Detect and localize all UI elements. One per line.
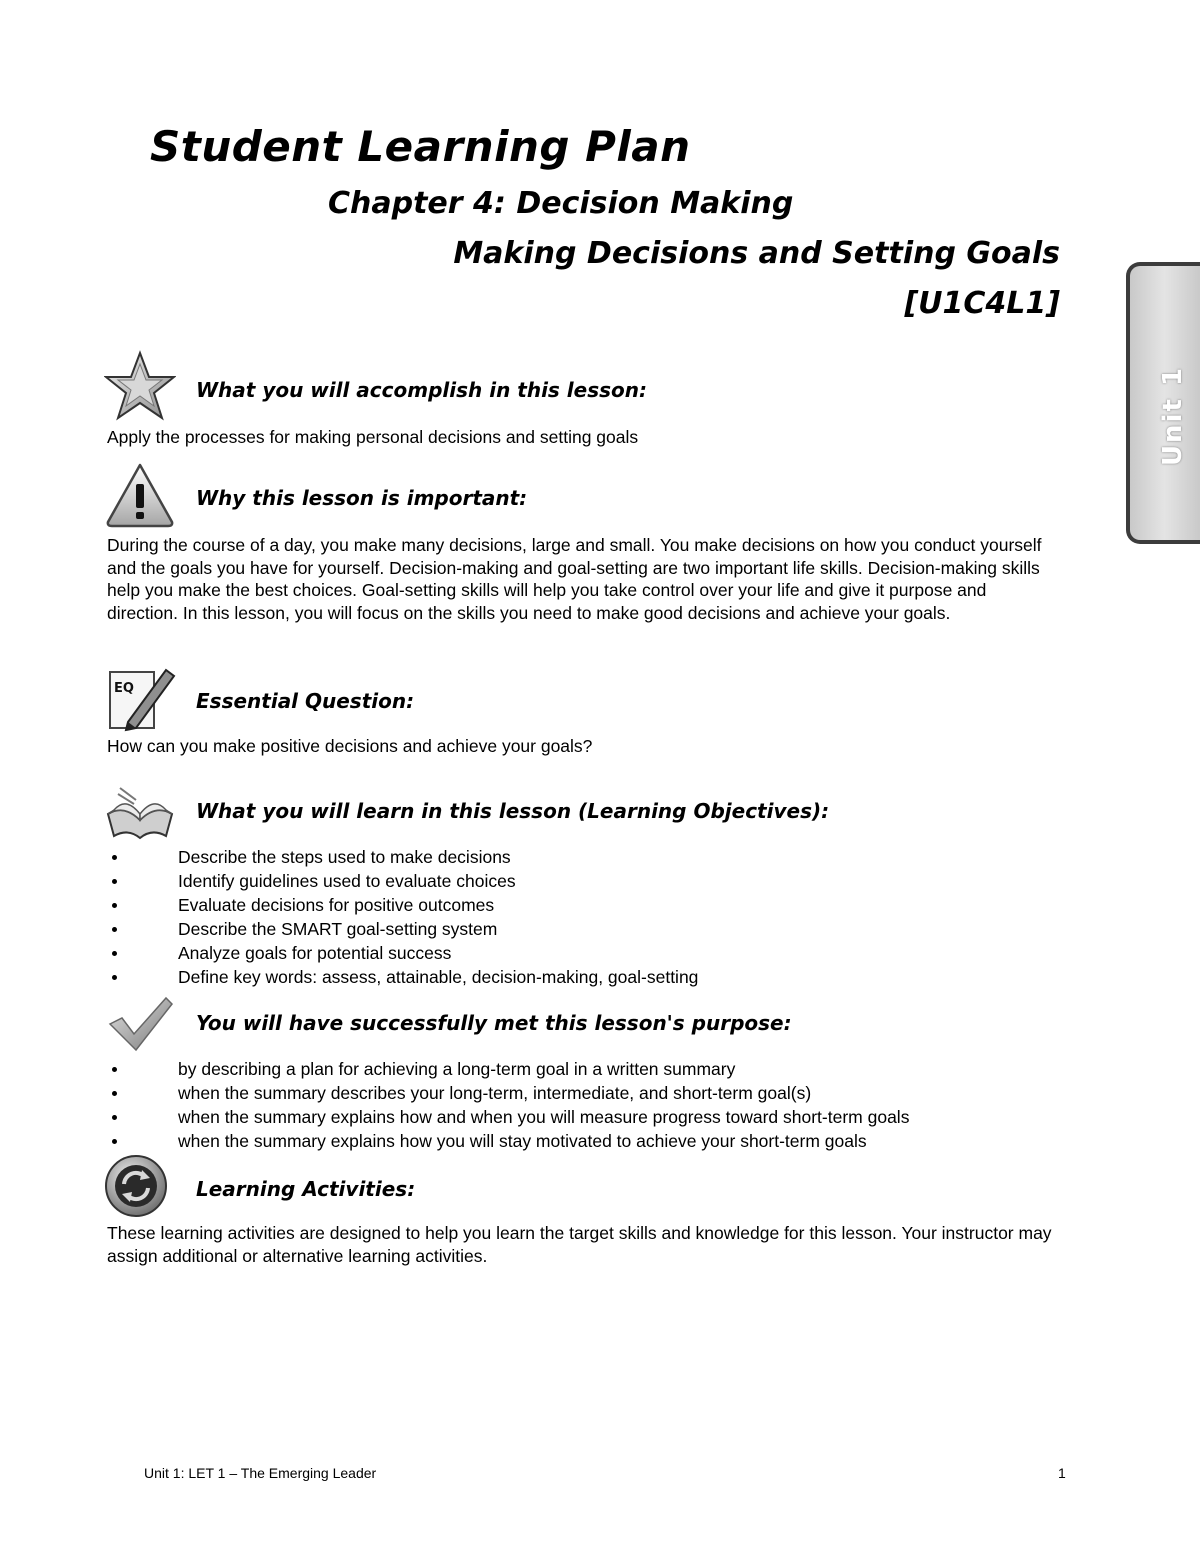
essential-text: How can you make positive decisions and achieve your goals?	[107, 736, 593, 756]
list-item: by describing a plan for achieving a long-term goal in a written summary	[107, 1057, 909, 1081]
lesson-title: Making Decisions and Setting Goals	[453, 236, 1060, 271]
objectives-list	[107, 845, 698, 989]
lesson-code: [U1C4L1]	[904, 286, 1060, 321]
eq-pencil-icon	[104, 662, 176, 734]
chapter-title: Chapter 4: Decision Making	[328, 186, 794, 221]
objectives-heading: What you will learn in this lesson (Learning Objectives):	[196, 799, 830, 823]
essential-heading: Essential Question:	[196, 689, 415, 713]
page-number: 1	[1058, 1465, 1066, 1481]
list-item: when the summary explains how you will stay motivated to achieve your short-term goals	[107, 1129, 909, 1153]
document-title: Student Learning Plan	[150, 122, 691, 171]
accomplish-heading: What you will accomplish in this lesson:	[196, 378, 648, 402]
list-item: Describe the steps used to make decisions	[107, 845, 698, 869]
list-item: when the summary explains how and when you will measure progress toward short-term goals	[107, 1105, 909, 1129]
footer-unit-text: Unit 1: LET 1 – The Emerging Leader	[144, 1465, 377, 1481]
activities-heading: Learning Activities:	[196, 1177, 416, 1201]
list-item: Evaluate decisions for positive outcomes	[107, 893, 698, 917]
purpose-heading: You will have successfully met this lesson's purpose:	[196, 1011, 792, 1035]
list-item: when the summary describes your long-term, intermediate, and short-term goal(s)	[107, 1081, 909, 1105]
purpose-list	[107, 1057, 909, 1153]
important-text: During the course of a day, you make many decisions, large and small. You make decisions on how you conduct yourself and the goals you have for yourself. Decision-making and goal-setting are two important life skills. Decision-making skills help you make the best choices. Goal-setting skills will help you take control over your life and give it purpose and direction. In this lesson, you will focus on the skills you need to make good decisions and achieve your goals.	[107, 535, 1042, 623]
list-item: Describe the SMART goal-setting system	[107, 917, 698, 941]
accomplish-text: Apply the processes for making personal decisions and setting goals	[107, 427, 639, 447]
list-item: Analyze goals for potential success	[107, 941, 698, 965]
eq-icon-text: EQ	[114, 681, 134, 696]
activities-text: These learning activities are designed to help you learn the target skills and knowledge for this lesson. Your instructor may assign additional or alternative learning activities.	[107, 1223, 1052, 1266]
list-item: Identify guidelines used to evaluate choices	[107, 869, 698, 893]
star-icon	[104, 350, 176, 422]
list-item: Define key words: assess, attainable, decision-making, goal-setting	[107, 965, 698, 989]
unit-tab-label: Unit 1	[1158, 365, 1188, 467]
warning-icon	[104, 460, 176, 532]
important-heading: Why this lesson is important:	[196, 486, 528, 510]
unit-side-tab	[1126, 262, 1200, 544]
open-book-icon	[104, 774, 176, 846]
checkmark-icon	[104, 990, 176, 1062]
refresh-cycle-icon	[104, 1152, 176, 1224]
